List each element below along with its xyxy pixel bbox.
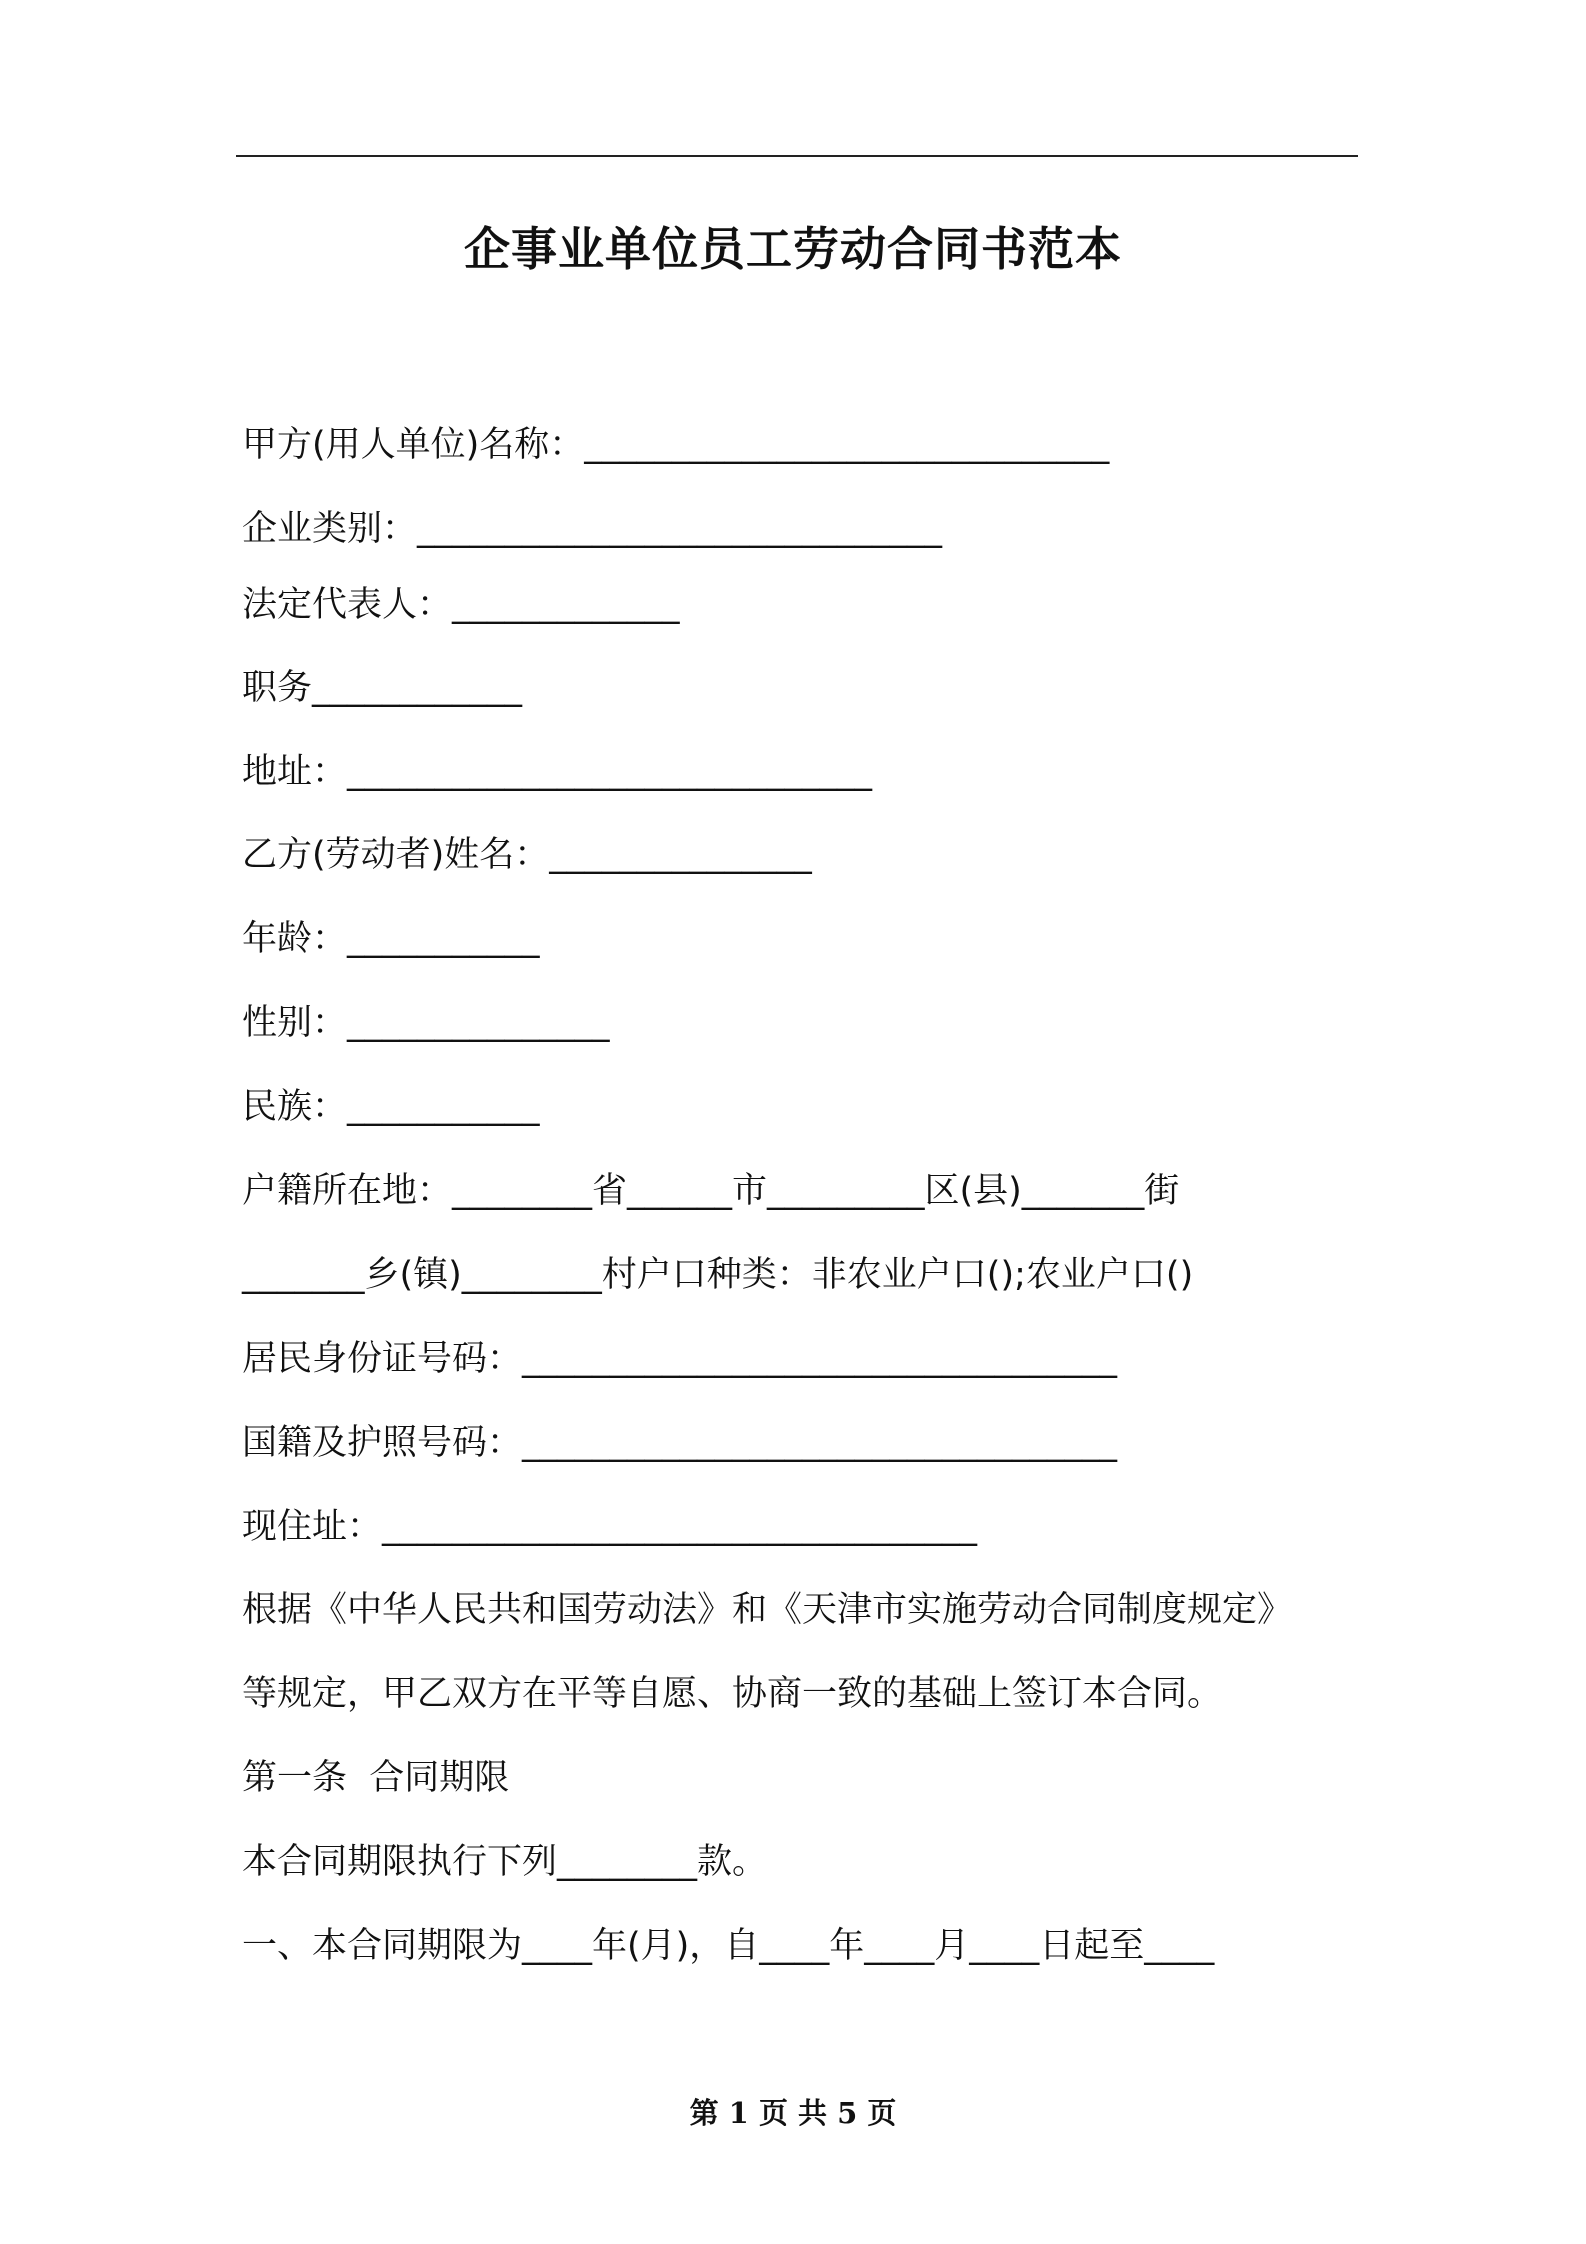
- field-enterprise-category: 企业类别：______________________________: [242, 509, 943, 549]
- paragraph-basis-line-1: 根据《中华人民共和国劳动法》和《天津市实施劳动合同制度规定》: [242, 1590, 1293, 1630]
- article-one-clause: 本合同期限执行下列________款。: [242, 1842, 768, 1882]
- paragraph-basis-line-2: 等规定，甲乙双方在平等自愿、协商一致的基础上签订本合同。: [242, 1674, 1223, 1714]
- header-rule: [236, 155, 1358, 157]
- document-title: 企事业单位员工劳动合同书范本: [464, 222, 1122, 276]
- field-position: 职务____________: [242, 668, 523, 708]
- field-employer-name: 甲方(用人单位)名称：______________________________: [242, 425, 1110, 465]
- page-footer: 第 1 页 共 5 页: [689, 2096, 897, 2130]
- field-address: 地址：______________________________: [242, 752, 873, 792]
- field-current-address: 现住址：__________________________________: [242, 1507, 978, 1547]
- field-id-number: 居民身份证号码：__________________________________: [242, 1339, 1118, 1379]
- field-household-type: _______乡(镇)________村户口种类：非农业户口();农业户口(): [242, 1255, 1194, 1295]
- field-nationality-passport: 国籍及护照号码：__________________________________: [242, 1423, 1118, 1463]
- article-one-term-line: 一、本合同期限为____年(月)，自____年____月____日起至____: [242, 1926, 1215, 1966]
- field-employee-name: 乙方(劳动者)姓名：_______________: [242, 835, 812, 875]
- field-legal-representative: 法定代表人：_____________: [242, 585, 680, 625]
- article-one-heading: 第一条 合同期限: [242, 1758, 510, 1798]
- field-age: 年龄：___________: [242, 919, 540, 959]
- field-household-registration: 户籍所在地：________省______市_________区(县)_______街: [242, 1171, 1180, 1211]
- field-gender: 性别：_______________: [242, 1003, 610, 1043]
- field-ethnicity: 民族：___________: [242, 1087, 540, 1127]
